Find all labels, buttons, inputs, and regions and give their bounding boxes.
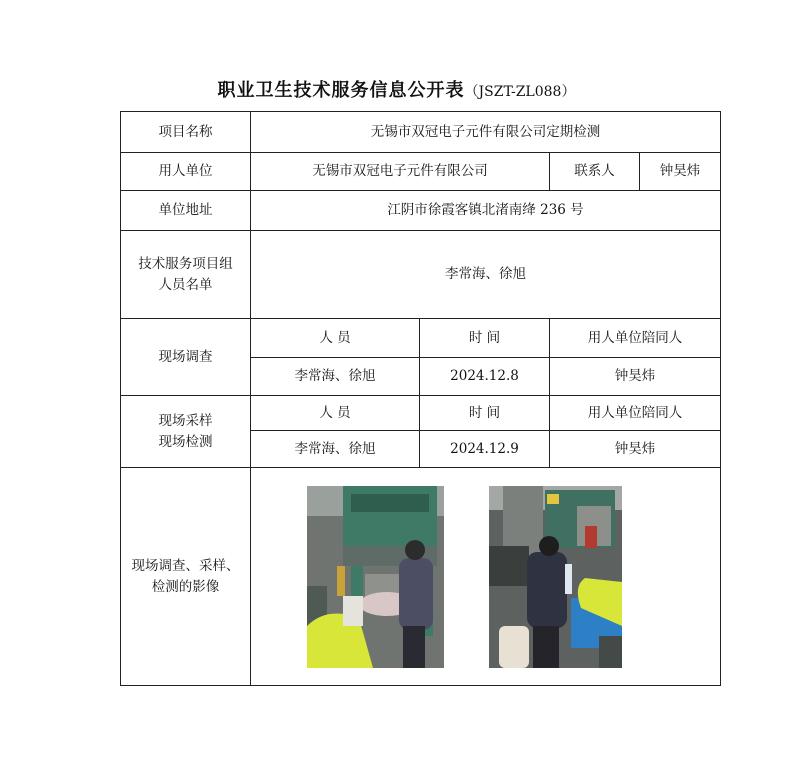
disclosure-table [120,111,721,686]
title-code: （JSZT-ZL088） [464,84,576,100]
team-label-line1: 技术服务项目组 [138,255,233,272]
page-title [0,76,793,102]
contact-label: 联系人 [550,153,640,191]
sampling-header-personnel: 人 员 [251,396,420,431]
sampling-label [121,396,251,468]
site-survey-header-time: 时 间 [420,319,550,358]
site-photo-1 [307,486,444,668]
site-survey-date: 2024.12.8 [420,358,550,396]
sampling-label-line1: 现场采样 [158,412,213,429]
sampling-header-time: 时 间 [420,396,550,431]
project-name-value: 无锡市双冠电子元件有限公司定期检测 [251,112,721,153]
sampling-label-line2: 现场检测 [158,433,213,450]
site-photo-2 [489,486,622,668]
sampling-header-escort: 用人单位陪同人 [550,396,721,431]
sampling-personnel: 李常海、徐旭 [251,431,420,468]
site-survey-header-escort: 用人单位陪同人 [550,319,721,358]
contact-value: 钟昊炜 [640,153,721,191]
team-label [121,231,251,319]
address-value: 江阴市徐霞客镇北渚南绛 236 号 [251,191,721,231]
site-survey-escort: 钟昊炜 [550,358,721,396]
images-cell [251,468,721,686]
team-label-line2: 人员名单 [158,276,213,293]
site-survey-label: 现场调查 [121,319,251,396]
site-survey-header-personnel: 人 员 [251,319,420,358]
project-name-label: 项目名称 [121,112,251,153]
images-label [121,468,251,686]
address-label: 单位地址 [121,191,251,231]
site-survey-personnel: 李常海、徐旭 [251,358,420,396]
sampling-escort: 钟昊炜 [550,431,721,468]
employer-value: 无锡市双冠电子元件有限公司 [251,153,550,191]
images-label-line1: 现场调查、采样、 [131,557,240,574]
title-main: 职业卫生技术服务信息公开表 [217,80,465,101]
sampling-date: 2024.12.9 [420,431,550,468]
images-label-line2: 检测的影像 [151,578,220,595]
team-value: 李常海、徐旭 [251,231,721,319]
employer-label: 用人单位 [121,153,251,191]
